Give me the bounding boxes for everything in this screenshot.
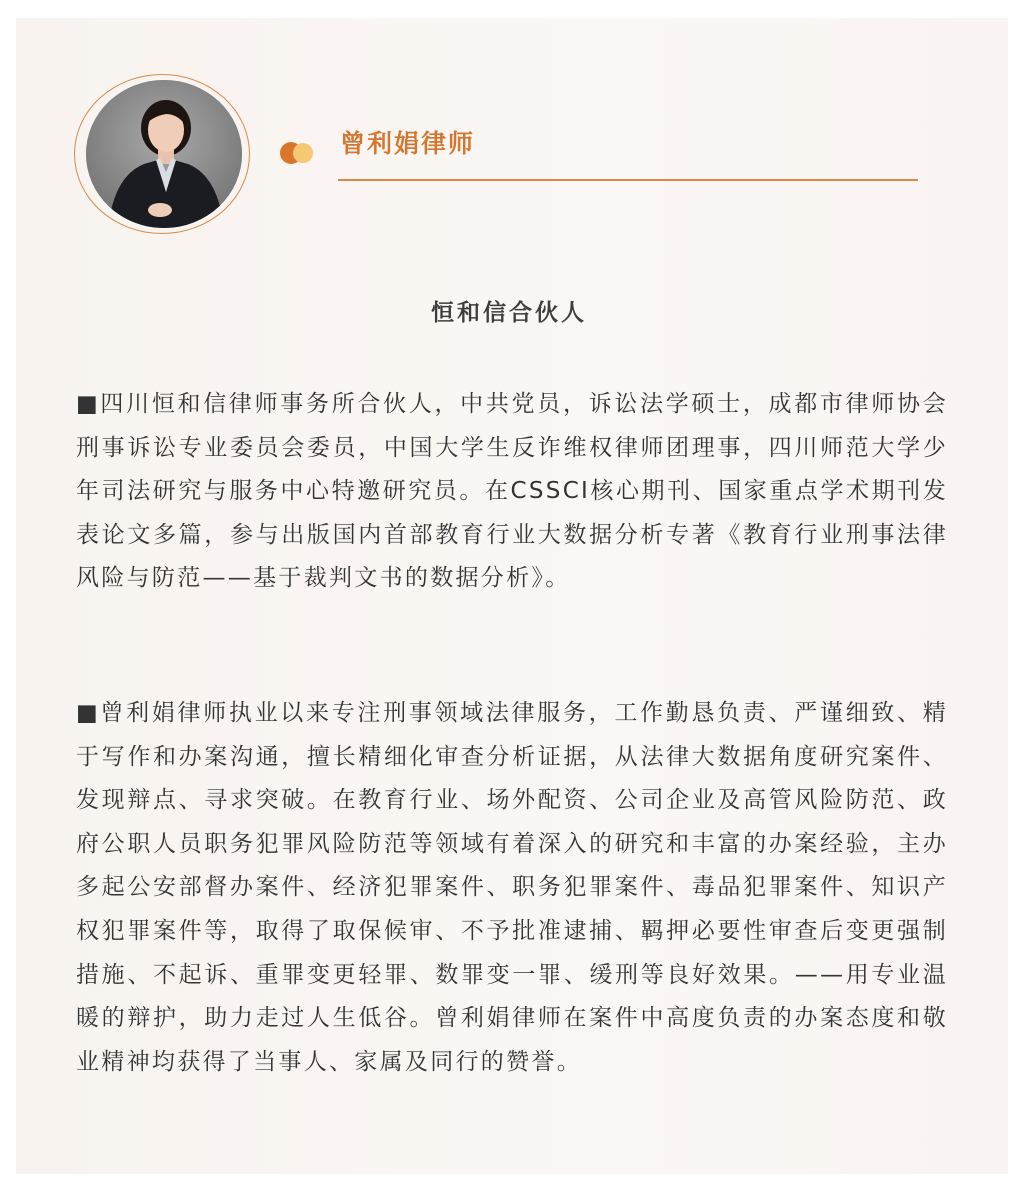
lawyer-role: 恒和信合伙人 — [431, 300, 587, 326]
avatar — [86, 80, 242, 228]
decorative-dots-icon — [279, 140, 319, 170]
bio-paragraph-2: ■曾利娟律师执业以来专注刑事领域法律服务，工作勤恳负责、严谨细致、精于写作和办案沟通，擅长精细化审查分析证据，从法律大数据角度研究案件、发现辩点、寻求突破。在教育行业、场外配资、公司企业及高管风险防范、政府公职人员职务犯罪风险防范等领域有着深入的研究和丰富的办案经验，主办多起公安部督办案件、经济犯罪案件、职务犯罪案件、毒品犯罪案件、知识产权犯罪案件等，取得了取保候审、不予批准逮捕、羁押必要性审查后变更强制措施、不起诉、重罪变更轻罪、数罪变一罪、缓刑等良好效果。——用专业温暖的辩护，助力走过人生低谷。曾利娟律师在案件中高度负责的办案态度和敬业精神均获得了当事人、家属及同行的赞誉。 — [76, 700, 948, 1075]
portrait-photo-icon — [86, 80, 242, 228]
name-underline — [338, 179, 918, 181]
bio-paragraph-1: ■四川恒和信律师事务所合伙人，中共党员，诉讼法学硕士，成都市律师协会刑事诉讼专业委员会委员，中国大学生反诈维权律师团理事，四川师范大学少年司法研究与服务中心特邀研究员。在CSSCI核心期刊、国家重点学术期刊发表论文多篇，参与出版国内首部教育行业大数据分析专著《教育行业刑事法律风险与防范——基于裁判文书的数据分析》。 — [76, 391, 948, 592]
lawyer-name: 曾利娟律师 — [340, 129, 476, 158]
